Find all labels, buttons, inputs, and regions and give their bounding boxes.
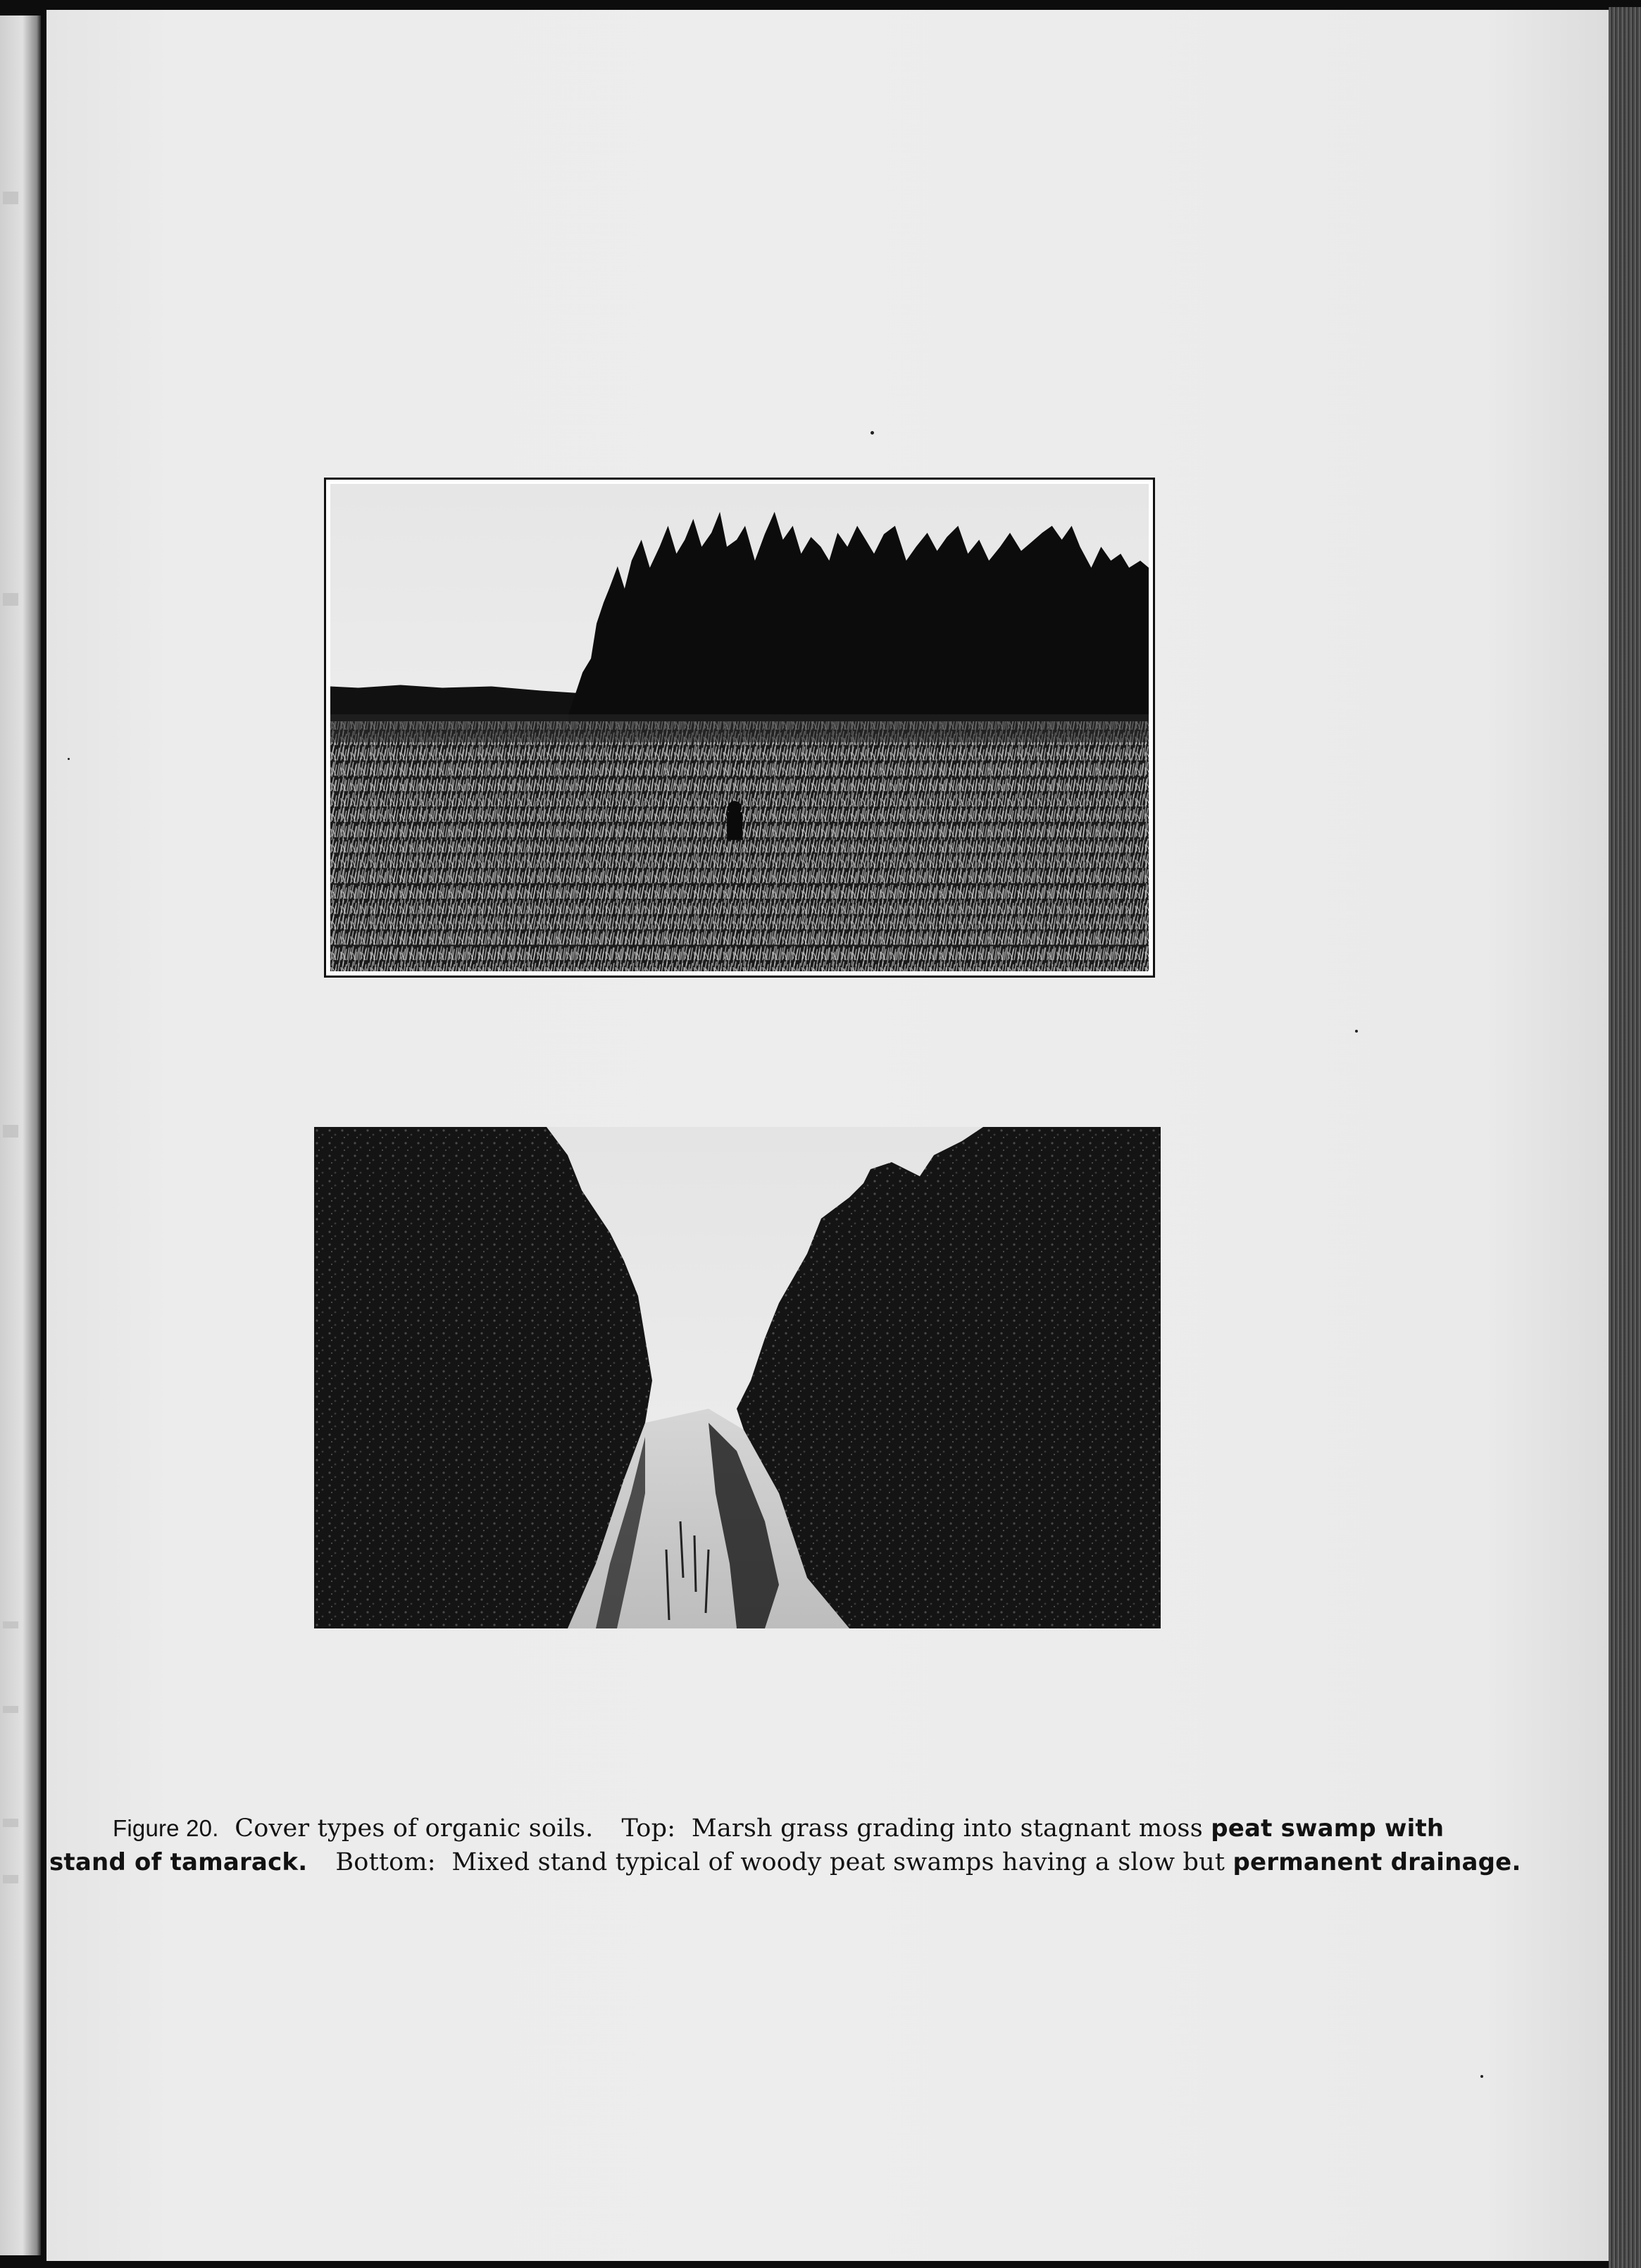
speck [1355,1030,1358,1033]
caption-top-text: Marsh grass grading into stagnant moss [691,1814,1203,1843]
caption-bottom-label: Bottom: [335,1848,436,1876]
figure-number: Figure 20. [113,1815,219,1841]
caption-intro: Cover types of organic soils. [235,1814,594,1843]
marsh-tamarack-image [330,484,1149,971]
bleed-through-mark [3,1621,18,1628]
woody-swamp-image [314,1127,1161,1628]
figure-caption [49,1812,1521,1879]
caption-line-1 [49,1812,1472,1845]
bleed-through-mark [3,593,18,606]
top-photo [324,478,1155,978]
speck [68,758,70,760]
caption-top-label: Top: [621,1814,676,1843]
speck [1480,2075,1483,2078]
bleed-through-mark [3,1125,18,1138]
bleed-through-mark [3,192,18,204]
caption-bottom-bold: permanent drainage. [1233,1848,1521,1876]
caption-line2-bold: stand of tamarack. [49,1848,308,1876]
bleed-through-mark [3,1875,18,1883]
page-stack-edge [1609,7,1641,2268]
previous-page-edge [0,15,41,2255]
bleed-through-mark [3,1706,18,1713]
caption-line-2 [49,1845,1521,1879]
bottom-photo [314,1127,1161,1628]
caption-top-bold: peat swamp with [1211,1814,1445,1843]
speck [871,431,874,435]
bleed-through-mark [3,1819,18,1827]
caption-bottom-text: Mixed stand typical of woody peat swamps having a slow but [451,1848,1225,1876]
